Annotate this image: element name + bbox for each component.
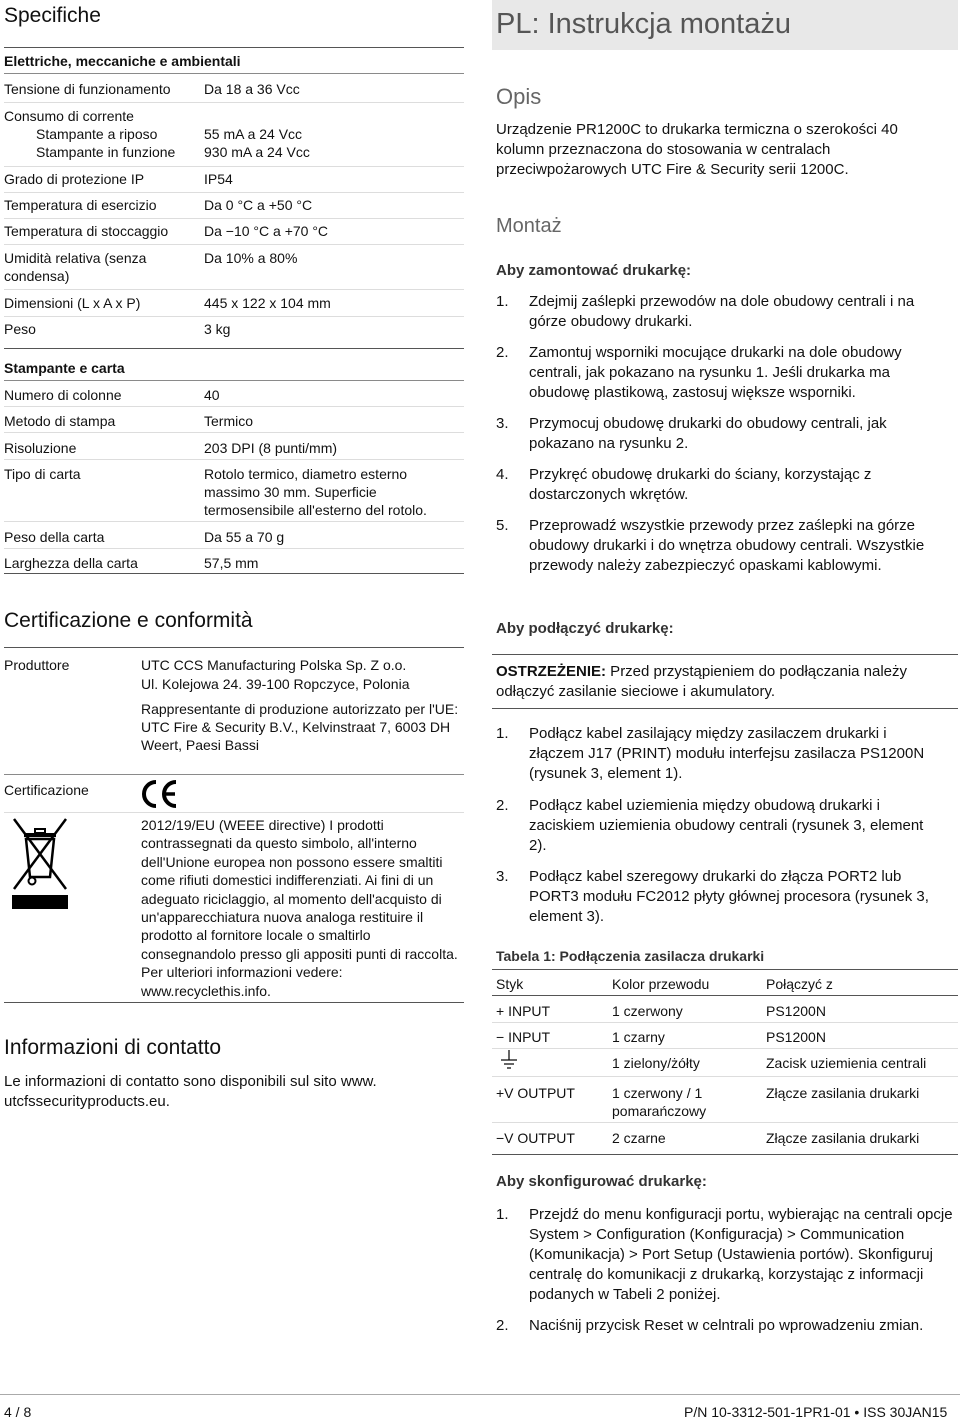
spec-label: Temperatura di esercizio [4,197,157,213]
row-divider [492,1022,958,1023]
table-cell: − INPUT [496,1029,551,1045]
table-cell: 1 czerwony / 1 pomarańczowy [612,1085,707,1119]
divider [492,708,958,709]
printer-spec-label: Larghezza della carta [4,555,138,571]
table-cell: Złącze zasilania drukarki [766,1085,920,1101]
table-cell: 1 czarny [612,1029,665,1045]
mount-subtitle: Aby zamontować drukarkę: [496,262,692,279]
divider [492,654,958,655]
cert-label: Certificazione [4,782,89,798]
mount-step-text: Przymocuj obudowę drukarki do obudowy centrali, jak pokazano na rysunku 2. [529,415,887,452]
table-cell: PS1200N [766,1029,826,1045]
row-divider [4,316,464,317]
install-title: PL: Instrukcja montażu [496,8,791,40]
step-number: 5. [496,517,509,534]
printer-spec-value: Termico [204,413,254,429]
table-cell: Złącze zasilania drukarki [766,1130,920,1146]
table-cell: 1 czerwony [612,1003,683,1019]
spec-label: Stampante a riposo [36,126,158,142]
printer-spec-value: 57,5 mm [204,555,259,571]
table-header: Kolor przewodu [612,976,710,992]
printer-spec-value: 40 [204,387,220,403]
step-number: 3. [496,415,509,432]
config-step-text: Przejdź do menu konfiguracji portu, wybierając na centrali opcje System > Configuration (Konfiguracja) > Communication (Komunikacja) > Port Setup (Ustawienia portów). Skonfiguruj centralę do komunikacji z drukarką, korzystając z informacji podanych w Tabeli 2 poniżej. [529,1206,953,1303]
row-divider [4,406,464,407]
row-divider [492,1122,958,1123]
row-divider [4,166,464,167]
opis-title: Opis [496,84,542,109]
spec-label: Stampante in funzione [36,144,176,160]
warning-text [496,662,956,702]
config-subtitle: Aby skonfigurować drukarkę: [496,1173,707,1190]
spec-value: 3 kg [204,321,231,337]
row-divider [4,102,464,103]
connect-step-text: Podłącz kabel szeregowy drukarki do złącza PORT2 lub PORT3 modułu FC2012 płyty głównej procesora (rysunek 3, element 3). [529,868,929,925]
divider [4,380,464,381]
table-caption: Tabela 1: Podłączenia zasilacza drukarki [496,948,765,964]
producer-label: Produttore [4,657,70,673]
warning-body: Przed przystąpieniem do podłączania należy odłączyć zasilanie sieciowe i akumulatory. [496,663,908,700]
divider [4,348,464,349]
step-number: 2. [496,344,509,361]
step-number: 1. [496,725,509,742]
row-divider [4,521,464,522]
step-number: 2. [496,1317,509,1334]
producer-line1: UTC CCS Manufacturing Polska Sp. Z o.o. [141,657,407,673]
spec-value: IP54 [204,171,233,187]
config-step-text: Naciśnij przycisk Reset w celntrali po wprowadzeniu zmian. [529,1317,924,1334]
ce-mark-icon [140,778,180,810]
spec-value: Da −10 °C a +70 °C [204,223,329,239]
table-cell: PS1200N [766,1003,826,1019]
eu-representative: Rappresentante di produzione autorizzato per l'UE: UTC Fire & Security B.V., Kelvinstraat 7, 6003 DH Weert, Paesi Bassi [141,701,459,753]
spec-value: 55 mA a 24 Vcc [204,126,303,142]
spec-value: Da 0 °C a +50 °C [204,197,313,213]
spec-value: 445 x 122 x 104 mm [204,295,331,311]
specs-section-title: Elettriche, meccaniche e ambientali [4,53,241,69]
doc-number: P/N 10-3312-501-1PR1-01 • ISS 30JAN15 [684,1404,948,1420]
contact-title: Informazioni di contatto [4,1036,222,1059]
divider [492,969,958,970]
table-header: Połączyć z [766,976,833,992]
spec-label: Dimensioni (L x A x P) [4,295,141,311]
divider [492,1154,958,1155]
footer-divider [0,1394,960,1395]
spec-label: Umidità relativa (senza condensa) [4,250,147,284]
step-number: 3. [496,868,509,885]
table-cell: 1 zielony/żółty [612,1055,700,1071]
printer-spec-value: 203 DPI (8 punti/mm) [204,440,338,456]
divider [4,1002,464,1003]
spec-label: Tensione di funzionamento [4,81,171,97]
cert-title: Certificazione e conformità [4,609,253,632]
spec-label: Temperatura di stoccaggio [4,223,169,239]
row-divider [492,1076,958,1077]
row-divider [4,244,464,245]
table-cell: 2 czarne [612,1130,666,1146]
printer-spec-label: Risoluzione [4,440,77,456]
montaz-title: Montaż [496,215,562,237]
contact-text: Le informazioni di contatto sono disponibili sul sito www. utcfssecurityproducts.eu. [4,1073,377,1110]
warning-label: OSTRZEŻENIE: [496,663,607,680]
table-cell: −V OUTPUT [496,1130,575,1146]
mount-step-text: Zamontuj wsporniki mocujące drukarki na dole obudowy centrali, jak pokazano na rysunku 1. Jeśli drukarka ma obudowę plastikową, zastosuj większe wsporniki. [529,344,902,401]
connect-step-text: Podłącz kabel uziemienia między obudową drukarki i zaciskiem uziemienia obudowy centrali (rysunek 3, element 2). [529,797,924,854]
step-number: 1. [496,293,509,310]
spec-label: Grado di protezione IP [4,171,145,187]
printer-spec-label: Peso della carta [4,529,105,545]
printer-spec-label: Numero di colonne [4,387,122,403]
divider [4,73,464,74]
page-number: 4 / 8 [4,1404,32,1420]
divider [4,774,464,775]
table-header-divider [492,995,958,996]
producer-line2: Ul. Kolejowa 24. 39-100 Ropczyce, Polonia [141,676,410,692]
spec-label: Peso [4,321,36,337]
connect-step-text: Podłącz kabel zasilający między zasilaczem drukarki i złączem J17 (PRINT) modułu interfejsu zasilacza PS1200N (rysunek 3, element 1). [529,725,925,782]
table-cell: + INPUT [496,1003,551,1019]
printer-spec-label: Tipo di carta [4,466,81,482]
printer-spec-label: Metodo di stampa [4,413,116,429]
divider [4,647,464,648]
row-divider [492,1048,958,1049]
opis-text: Urządzenie PR1200C to drukarka termiczna o szerokości 40 kolumn przeznaczona do stosowania w centralach przeciwpożarowych UTC Fire & Security serii 1200C. [496,121,898,178]
mount-step-text: Przeprowadź wszystkie przewody przez zaślepki na górze obudowy drukarki i do wnętrza obudowy centrali. Wszystkie przewody należy zabezpieczyć opaskami kablowymi. [529,517,925,574]
divider [4,573,464,574]
row-divider [4,289,464,290]
mount-step-text: Zdejmij zaślepki przewodów na dole obudowy centrali i na górze obudowy drukarki. [529,293,915,330]
row-divider [4,432,464,433]
step-number: 1. [496,1206,509,1223]
spec-value: Da 18 a 36 Vcc [204,81,300,97]
weee-bin-icon [10,815,70,913]
row-divider [4,218,464,219]
divider [4,47,464,48]
spec-value: 930 mA a 24 Vcc [204,144,310,160]
row-divider [4,192,464,193]
weee-text: 2012/19/EU (WEEE directive) I prodotti contrassegnati da questo simbolo, all'interno dell'Unione europea non possono essere smaltiti come rifiuti domestici indifferenziati. Ai fini di un adeguato riciclaggio, al momento dell'acquisto di un'apparecchiatura nuova analoga restituire il prodotto al fornitore locale o smaltirlo consegnandolo presso gli appositi punti di raccolta. Per ulteriori informazioni vedere: www.recyclethis.info. [141,817,458,999]
connect-subtitle: Aby podłączyć drukarkę: [496,620,674,637]
divider [4,812,464,813]
step-number: 2. [496,797,509,814]
printer-section-title: Stampante e carta [4,360,125,376]
spec-value: Da 10% a 80% [204,250,298,266]
row-divider [4,548,464,549]
spec-label: Consumo di corrente [4,108,134,124]
table-header: Styk [496,976,524,992]
step-number: 4. [496,466,509,483]
ground-icon [500,1049,518,1071]
printer-spec-value: Da 55 a 70 g [204,529,285,545]
table-cell: Zacisk uziemienia centrali [766,1055,927,1071]
row-divider [4,459,464,460]
specs-title: Specifiche [4,4,101,27]
printer-spec-value: Rotolo termico, diametro esterno massimo 30 mm. Superficie termosensibile all'esterno del rotolo. [204,466,427,518]
table-cell: +V OUTPUT [496,1085,575,1101]
mount-step-text: Przykręć obudowę drukarki do ściany, korzystając z dostarczonych wkrętów. [529,466,872,503]
